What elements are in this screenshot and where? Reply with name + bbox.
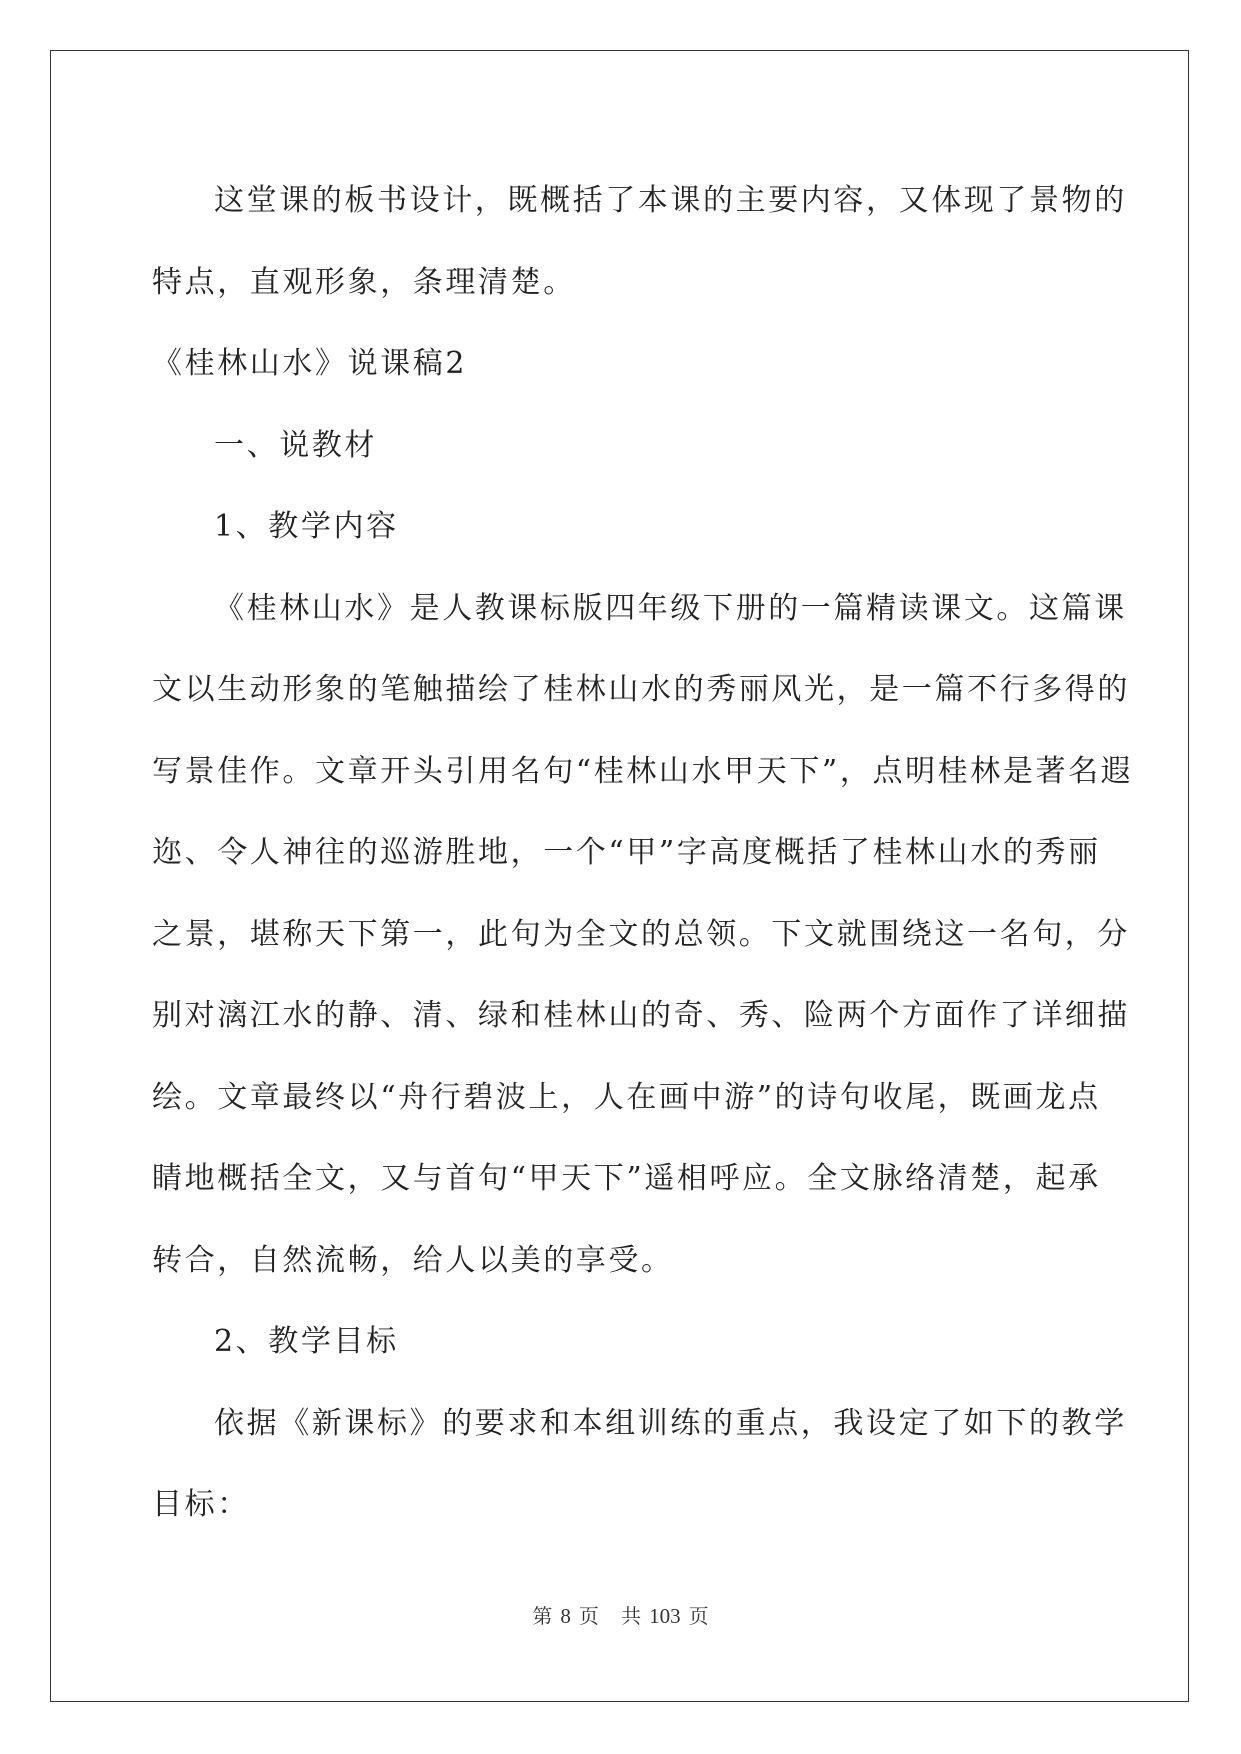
heading-level-1: 一、说教材 xyxy=(214,427,377,463)
total-suffix: 页 xyxy=(688,1604,709,1628)
paragraph-line: 这堂课的板书设计，既概括了本课的主要内容，又体现了景物的 xyxy=(214,183,1127,218)
total-indicator xyxy=(617,1604,713,1628)
page-suffix: 页 xyxy=(578,1604,599,1628)
page-number: 8 xyxy=(560,1604,571,1628)
heading-level-2: 1、教学内容 xyxy=(214,509,399,544)
total-pages: 103 xyxy=(649,1604,681,1628)
total-prefix: 共 xyxy=(621,1604,642,1628)
paragraph-line: 别对漓江水的静、清、绿和桂林山的奇、秀、险两个方面作了详细描 xyxy=(152,998,1130,1033)
document-body xyxy=(152,160,1134,1546)
section-title: 《桂林山水》说课稿2 xyxy=(152,346,468,381)
paragraph-line: 迩、令人神往的巡游胜地，一个“甲”字高度概括了桂林山水的秀丽 xyxy=(152,835,1101,870)
paragraph-line: 《桂林山水》是人教课标版四年级下册的一篇精读课文。这篇课 xyxy=(214,590,1127,626)
page-indicator xyxy=(528,1604,603,1628)
heading-level-2: 2、教学目标 xyxy=(214,1324,399,1359)
page-footer xyxy=(0,1600,1241,1629)
paragraph-line: 转合，自然流畅，给人以美的享受。 xyxy=(152,1242,674,1278)
paragraph-line: 目标： xyxy=(152,1487,250,1522)
paragraph-line: 特点，直观形象，条理清楚。 xyxy=(152,264,576,300)
paragraph-line: 写景佳作。文章开头引用名句“桂林山水甲天下”，点明桂林是著名遐 xyxy=(152,753,1134,789)
paragraph-line: 依据《新课标》的要求和本组训练的重点，我设定了如下的教学 xyxy=(214,1405,1127,1441)
paragraph-line: 之景，堪称天下第一，此句为全文的总领。下文就围绕这一名句，分 xyxy=(152,916,1130,952)
paragraph-line: 睛地概括全文，又与首句“甲天下”遥相呼应。全文脉络清楚，起承 xyxy=(152,1161,1101,1196)
paragraph-line: 文以生动形象的笔触描绘了桂林山水的秀丽风光，是一篇不行多得的 xyxy=(152,672,1130,707)
page-prefix: 第 xyxy=(532,1604,553,1628)
paragraph-line: 绘。文章最终以“舟行碧波上，人在画中游”的诗句收尾，既画龙点 xyxy=(152,1079,1101,1115)
